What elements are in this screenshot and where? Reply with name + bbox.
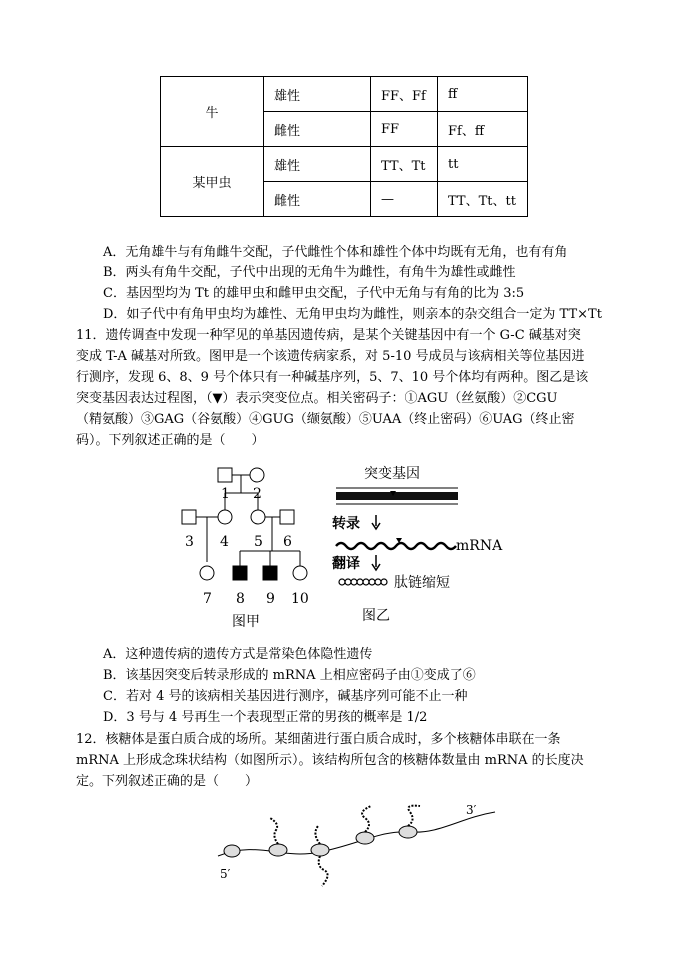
pedigree-label: 6	[283, 534, 292, 550]
q11-option-b: B．该基因突变后转录形成的 mRNA 上相应密码子由①变成了⑥	[103, 668, 476, 683]
genotype-cell: ff	[438, 77, 528, 112]
pedigree-label: 2	[253, 486, 262, 502]
peptide-chain	[408, 806, 420, 826]
ribosome	[399, 826, 417, 838]
sex-cell: 雄性	[264, 147, 371, 182]
down-arrow-icon	[372, 555, 380, 570]
q10-option-c: C．基因型均为 Tt 的雄甲虫和雌甲虫交配，子代中无角与有角的比为 3:5	[103, 286, 525, 301]
pedigree-label: 10	[291, 591, 309, 607]
genotype-cell: Ff、ff	[438, 112, 528, 147]
q11-stem-line: 突变基因表达过程图，（▼）表示突变位点。相关密码子：①AGU（丝氨酸）②CGU	[76, 391, 558, 406]
genotype-cell: TT、Tt	[371, 147, 438, 182]
genotype-cell: TT、Tt、tt	[438, 182, 528, 217]
mutant-gene-bar	[336, 492, 458, 500]
pedigree-label: 3	[185, 534, 194, 550]
q10-option-a: A．无角雄牛与有角雌牛交配，子代雌性个体和雄性个体中均既有无角，也有有角	[103, 245, 568, 260]
q10-option-b: B．两头有角牛交配，子代中出现的无角牛为雌性，有角牛为雄性或雌性	[103, 265, 516, 280]
expression-caption: 图乙	[362, 608, 390, 624]
genotype-cell: tt	[438, 147, 528, 182]
q11-stem-line: 11．遗传调查中发现一种罕见的单基因遗传病，是某个关键基因中有一个 G-C 碱基对突	[76, 328, 581, 343]
genotype-cell: FF、Ff	[371, 77, 438, 112]
q11-stem-line: 码）。下列叙述正确的是（ ）	[76, 433, 265, 448]
ribosome	[311, 844, 329, 856]
pedigree-female-5	[251, 510, 265, 524]
q12-stem-line: 12．核糖体是蛋白质合成的场所。某细菌进行蛋白质合成时，多个核糖体串联在一条	[76, 732, 561, 747]
pedigree-label: 8	[236, 591, 245, 607]
pedigree-label: 9	[266, 591, 275, 607]
pedigree-figure	[176, 458, 326, 633]
ribosome	[224, 845, 240, 857]
pedigree-male-1	[218, 468, 232, 482]
transcription-label: 转录	[332, 516, 360, 532]
pedigree-label: 4	[220, 534, 229, 550]
q11-option-a: A．这种遗传病的遗传方式是常染色体隐性遗传	[103, 647, 373, 662]
pedigree-affected-male-8	[233, 566, 247, 580]
peptide-chain	[339, 579, 387, 585]
pedigree-male-6	[280, 510, 294, 524]
mrna-5-prime-label: 5′	[220, 867, 231, 881]
polysome-figure	[210, 800, 500, 890]
mrna-wave	[336, 543, 456, 549]
q11-option-d: D．3 号与 4 号再生一个表现型正常的男孩的概率是 1/2	[103, 710, 428, 725]
sex-cell: 雌性	[264, 182, 371, 217]
peptide-chain	[362, 806, 371, 832]
mrna-3-prime-label: 3′	[466, 803, 477, 817]
q11-stem-line: （精氨酸）③GAG（谷氨酸）④GUG（缬氨酸）⑤UAA（终止密码）⑥UAG（终止密	[76, 412, 575, 427]
mrna-strand	[218, 812, 495, 856]
pedigree-female-10	[293, 566, 307, 580]
group-beetle: 某甲虫	[161, 147, 264, 217]
pedigree-affected-male-9	[263, 566, 277, 580]
gene-label: 突变基因	[364, 466, 420, 482]
q12-stem-line: 定。下列叙述正确的是（ ）	[76, 774, 259, 789]
q10-option-d: D．如子代中有角甲虫均为雄性、无角甲虫均为雌性，则亲本的杂交组合一定为 TT×Tt	[103, 307, 602, 322]
genotype-cell: —	[371, 182, 438, 217]
sex-cell: 雄性	[264, 77, 371, 112]
q11-stem-line: 变成 T-A 碱基对所致。图甲是一个该遗传病家系，对 5-10 号成员与该病相关等位基因进	[76, 349, 585, 364]
genotype-table	[160, 76, 528, 217]
pedigree-label: 1	[221, 486, 230, 502]
peptide-chain	[270, 818, 278, 844]
peptide-label: 肽链缩短	[394, 575, 450, 591]
pedigree-male-3	[182, 510, 196, 524]
pedigree-caption: 图甲	[232, 614, 260, 630]
q11-stem-line: 行测序，发现 6、8、9 号个体只有一种碱基序列，5、7、10 号个体均有两种。图乙是该	[76, 370, 589, 385]
q12-stem-line: mRNA 上形成念珠状结构（如图所示）。该结构所包含的核糖体数量由 mRNA 的长度决	[76, 753, 584, 768]
pedigree-female-4	[218, 510, 232, 524]
pedigree-label: 5	[254, 534, 263, 550]
peptide-chain	[319, 856, 328, 886]
pedigree-label: 7	[203, 591, 212, 607]
peptide-chain	[315, 826, 320, 844]
down-arrow-icon	[372, 515, 380, 529]
translation-label: 翻译	[332, 556, 360, 572]
pedigree-female-2	[250, 468, 264, 482]
ribosome	[269, 844, 287, 856]
pedigree-female-7	[200, 566, 214, 580]
group-cattle: 牛	[161, 77, 264, 147]
sex-cell: 雌性	[264, 112, 371, 147]
q11-option-c: C．若对 4 号的该病相关基因进行测序，碱基序列可能不止一种	[103, 689, 468, 704]
expression-figure	[330, 458, 520, 633]
ribosome	[356, 832, 374, 844]
mrna-label: mRNA	[456, 538, 503, 554]
genotype-cell: FF	[371, 112, 438, 147]
